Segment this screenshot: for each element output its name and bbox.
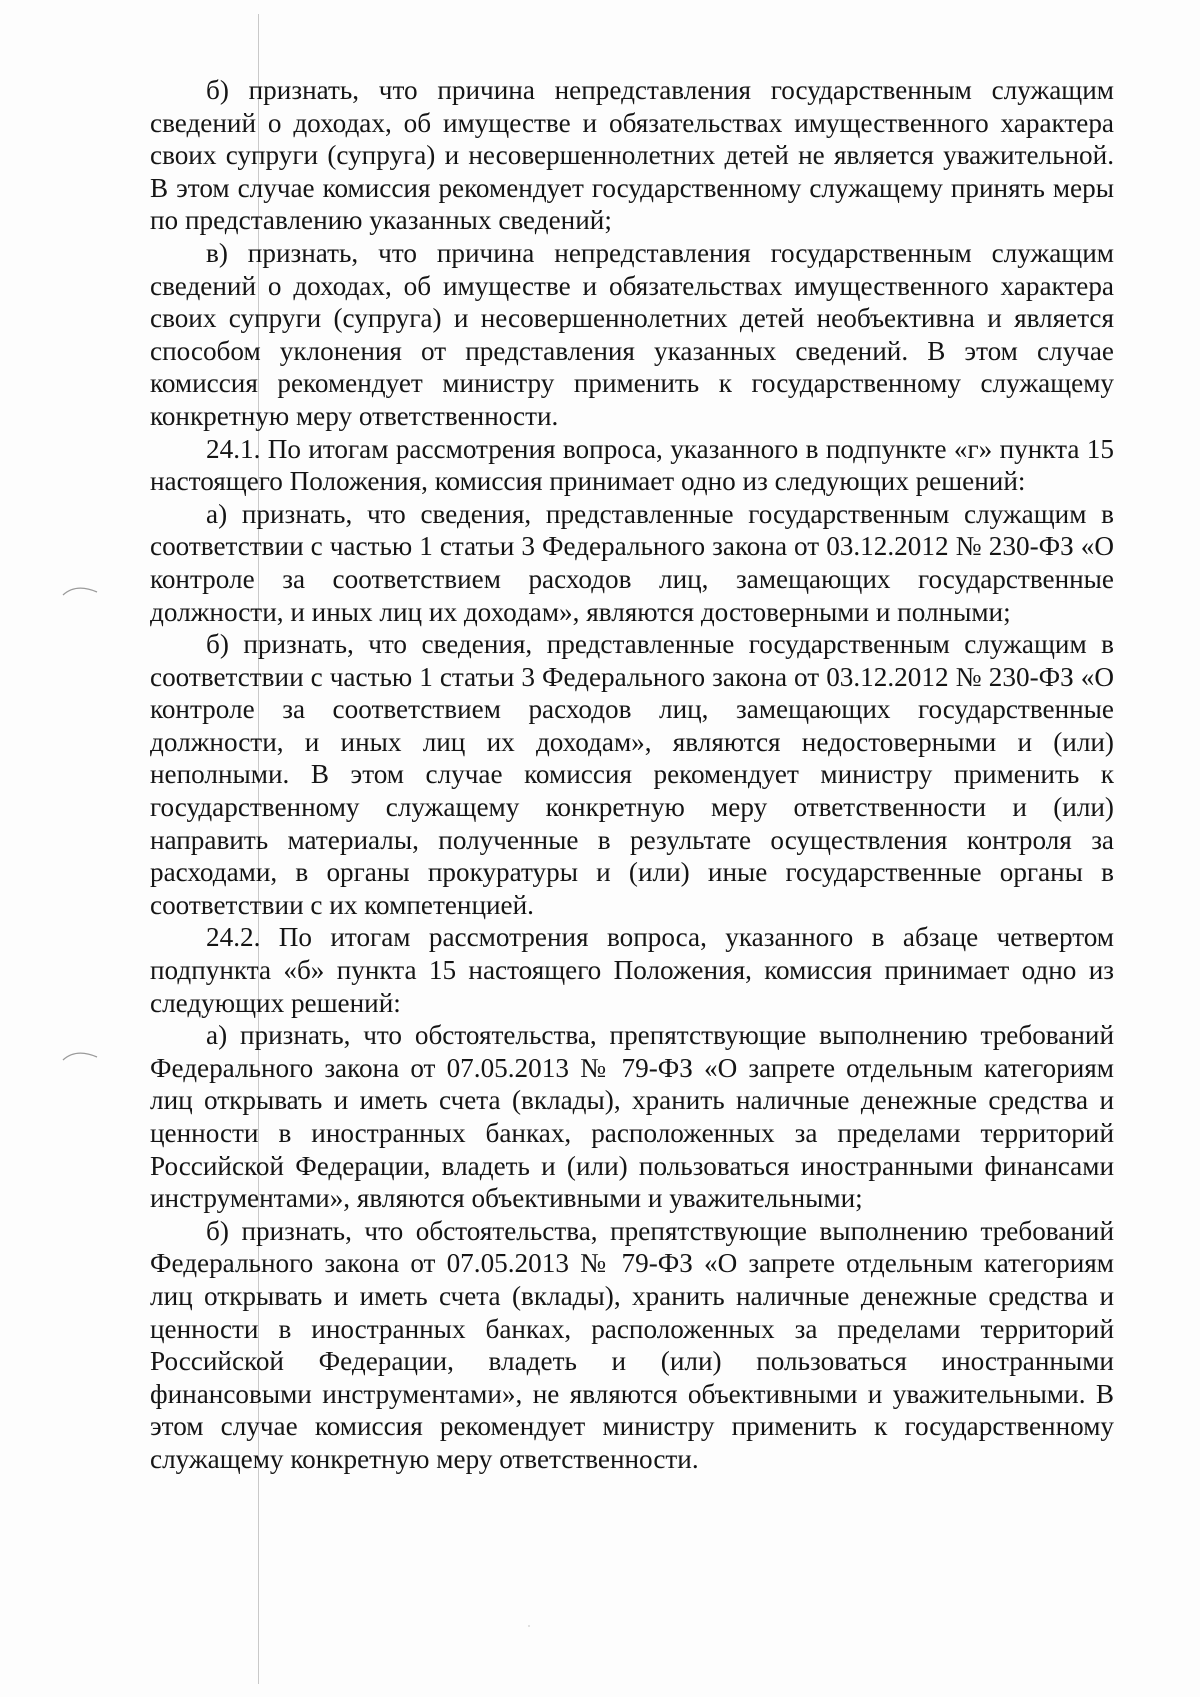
scan-speck [528,1625,530,1627]
document-body [150,74,1114,1476]
paragraph-b-reason-not-valid: б) признать, что причина непредставления государственным служащим сведений о доходах, об имуществе и обязательствах имущественного характера своих супруги (супруга) и несовершеннолетних детей не является уважительной. В этом случае комиссия рекомендует государственному служащему принять меры по представлению указанных сведений; [150,75,1114,236]
paragraph-24-2-a: а) признать, что обстоятельства, препятствующие выполнению требований Федерального закона от 07.05.2013 № 79-ФЗ «О запрете отдельным категориям лиц открывать и иметь счета (вклады), хранить наличные денежные средства и ценности в иностранных банках, расположенных за пределами территорий Российской Федерации, владеть и (или) пользоваться иностранными финансами инструментами», являются объективными и уважительными; [150,1020,1114,1214]
paragraph-24-2-intro: 24.2. По итогам рассмотрения вопроса, указанного в абзаце четвертом подпункта «б» пункта 15 настоящего Положения, комиссия принимает одно из следующих решений: [150,922,1114,1018]
paragraph-v-reason-evasion: в) признать, что причина непредставления государственным служащим сведений о доходах, об имуществе и обязательствах имущественного характера своих супруги (супруга) и несовершеннолетних детей необъективна и является способом уклонения от представления указанных сведений. В этом случае комиссия рекомендует министру применить к государственному служащему конкретную меру ответственности. [150,237,1114,431]
margin-mark [62,1048,98,1062]
paragraph-24-2-b: б) признать, что обстоятельства, препятствующие выполнению требований Федерального закона от 07.05.2013 № 79-ФЗ «О запрете отдельным категориям лиц открывать и иметь счета (вклады), хранить наличные денежные средства и ценности в иностранных банках, расположенных за пределами территорий Российской Федерации, владеть и (или) пользоваться иностранными финансовыми инструментами», не являются объективными и уважительными. В этом случае комиссия рекомендует министру применить к государственному служащему конкретную меру ответственности. [150,1215,1114,1474]
paragraph-24-1-intro: 24.1. По итогам рассмотрения вопроса, указанного в подпункте «г» пункта 15 настоящего Положения, комиссия принимает одно из следующих решений: [150,433,1114,497]
paragraph-24-1-a: а) признать, что сведения, представленные государственным служащим в соответствии с частью 1 статьи 3 Федерального закона от 03.12.2012 № 230-ФЗ «О контроле за соответствием расходов лиц, замещающих государственные должности, и иных лиц их доходам», являются достоверными и полными; [150,498,1114,627]
paragraph-24-1-b: б) признать, что сведения, представленные государственным служащим в соответствии с частью 1 статьи 3 Федерального закона от 03.12.2012 № 230-ФЗ «О контроле за соответствием расходов лиц, замещающих государственные должности, и иных лиц их доходам», являются недостоверными и (или) неполными. В этом случае комиссия рекомендует министру применить к государственному служащему конкретную меру ответственности и (или) направить материалы, полученные в результате осуществления контроля за расходами, в органы прокуратуры и (или) иные государственные органы в соответствии с их компетенцией. [150,629,1114,920]
margin-mark [62,583,98,597]
